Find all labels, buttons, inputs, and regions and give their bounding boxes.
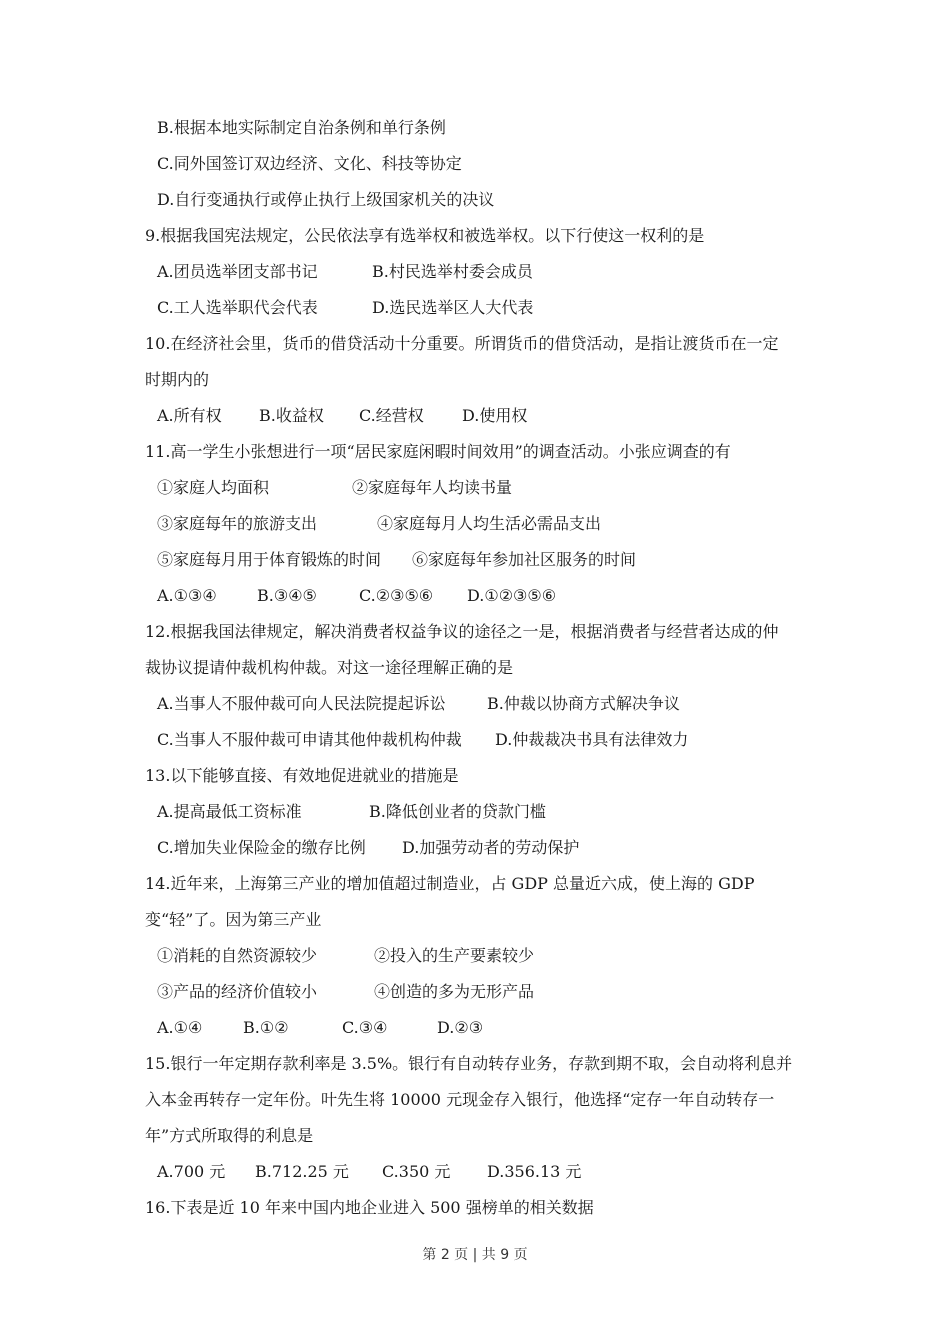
q8-option-b: B.根据本地实际制定自治条例和单行条例 [157,118,446,137]
q16-stem: 16.下表是近 10 年来中国内地企业进入 500 强榜单的相关数据 [145,1198,594,1217]
q10-option-c: C.经营权 [359,406,424,425]
q13-stem: 13.以下能够直接、有效地促进就业的措施是 [145,766,459,785]
q15-option-d: D.356.13 元 [487,1162,582,1181]
q12-option-b: B.仲裁以协商方式解决争议 [487,694,680,713]
q15-stem-line3: 年”方式所取得的利息是 [145,1126,314,1145]
q13-option-d: D.加强劳动者的劳动保护 [402,838,580,857]
q11-item-5: ⑤家庭每月用于体育锻炼的时间 [157,550,382,569]
q14-stem-line1: 14.近年来，上海第三产业的增加值超过制造业，占 GDP 总量近六成，使上海的 GDP [145,874,755,893]
q15-option-a: A.700 元 [157,1162,226,1181]
q10-option-d: D.使用权 [462,406,528,425]
q15-stem-line1: 15.银行一年定期存款利率是 3.5%。银行有自动转存业务，存款到期不取，会自动将利息并 [145,1054,793,1073]
q11-option-d: D.①②③⑤⑥ [467,586,557,605]
q12-option-c: C.当事人不服仲裁可申请其他仲裁机构仲裁 [157,730,462,749]
q13-option-c: C.增加失业保险金的缴存比例 [157,838,366,857]
q14-item-2: ②投入的生产要素较少 [374,946,535,965]
q8-option-c: C.同外国签订双边经济、文化、科技等协定 [157,154,462,173]
q9-stem: 9.根据我国宪法规定，公民依法享有选举权和被选举权。以下行使这一权利的是 [145,226,705,245]
q11-item-4: ④家庭每月人均生活必需品支出 [377,514,602,533]
q10-option-b: B.收益权 [259,406,324,425]
q10-stem-line1: 10.在经济社会里，货币的借贷活动十分重要。所谓货币的借贷活动，是指让渡货币在一定 [145,334,779,353]
q14-option-c: C.③④ [342,1018,388,1037]
q12-option-a: A.当事人不服仲裁可向人民法院提起诉讼 [157,694,446,713]
q9-option-b: B.村民选举村委会成员 [372,262,533,281]
q11-item-1: ①家庭人均面积 [157,478,270,497]
q11-option-b: B.③④⑤ [257,586,317,605]
q12-option-d: D.仲裁裁决书具有法律效力 [495,730,689,749]
q12-stem-line2: 裁协议提请仲裁机构仲裁。对这一途径理解正确的是 [145,658,514,677]
q15-option-b: B.712.25 元 [255,1162,349,1181]
q10-option-a: A.所有权 [157,406,222,425]
q9-option-d: D.选民选举区人大代表 [372,298,534,317]
q11-item-2: ②家庭每年人均读书量 [352,478,513,497]
q10-stem-line2: 时期内的 [145,370,210,389]
q15-stem-line2: 入本金再转存一定年份。叶先生将 10000 元现金存入银行，他选择“定存一年自动转存一 [145,1090,775,1109]
q11-option-c: C.②③⑤⑥ [359,586,434,605]
q12-stem-line1: 12.根据我国法律规定，解决消费者权益争议的途径之一是，根据消费者与经营者达成的仲 [145,622,779,641]
q13-option-b: B.降低创业者的贷款门槛 [369,802,546,821]
page-number-footer: 第 2 页 | 共 9 页 [422,1247,528,1263]
q9-option-a: A.团员选举团支部书记 [157,262,318,281]
q15-option-c: C.350 元 [382,1162,451,1181]
q11-item-3: ③家庭每年的旅游支出 [157,514,318,533]
q11-item-6: ⑥家庭每年参加社区服务的时间 [412,550,637,569]
q8-option-d: D.自行变通执行或停止执行上级国家机关的决议 [157,190,495,209]
q9-option-c: C.工人选举职代会代表 [157,298,318,317]
q13-option-a: A.提高最低工资标准 [157,802,302,821]
q14-item-1: ①消耗的自然资源较少 [157,946,318,965]
q14-item-3: ③产品的经济价值较小 [157,982,318,1001]
q14-option-b: B.①② [243,1018,289,1037]
q14-item-4: ④创造的多为无形产品 [374,982,535,1001]
q11-option-a: A.①③④ [157,586,217,605]
q11-stem: 11.高一学生小张想进行一项“居民家庭闲暇时间效用”的调查活动。小张应调查的有 [145,442,731,461]
q14-option-a: A.①④ [157,1018,203,1037]
q14-option-d: D.②③ [437,1018,484,1037]
q14-stem-line2: 变“轻”了。因为第三产业 [145,910,322,929]
